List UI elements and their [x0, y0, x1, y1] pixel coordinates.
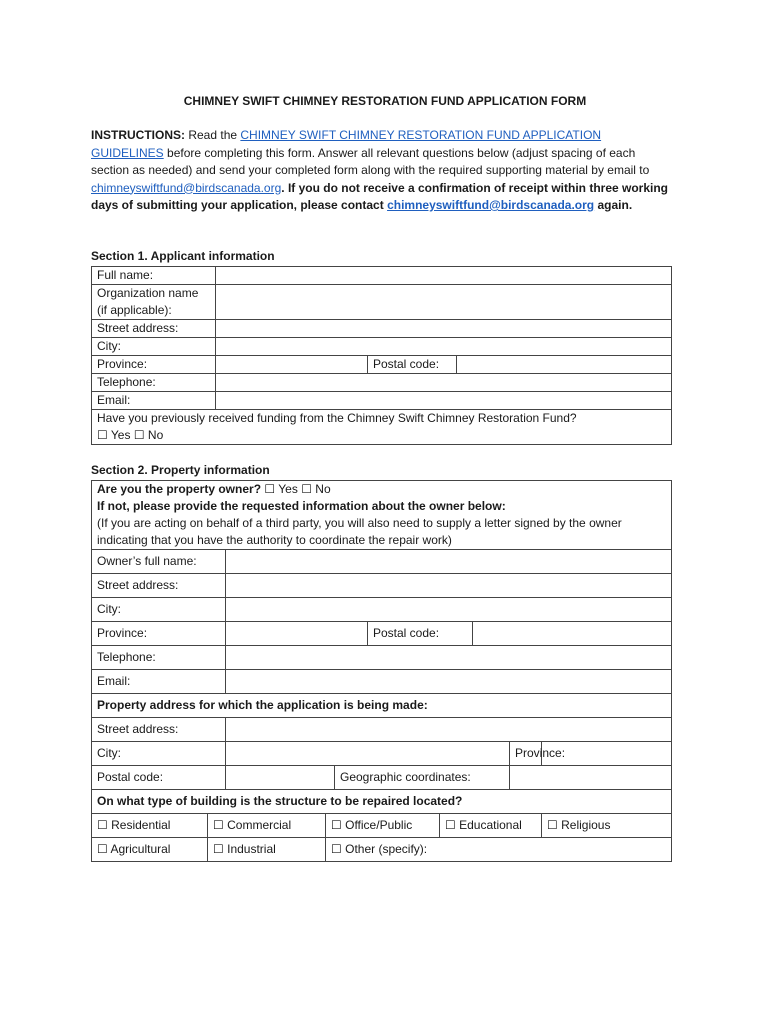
- yes-label: Yes: [110, 428, 131, 442]
- table-row: [92, 766, 672, 790]
- owner-street-label: Street address:: [92, 574, 226, 598]
- building-type-educational[interactable]: ☐ Educational: [440, 814, 542, 838]
- property-address-heading: Property address for which the application is being made:: [92, 694, 672, 718]
- property-postal-field[interactable]: [226, 766, 335, 790]
- form-title: CHIMNEY SWIFT CHIMNEY RESTORATION FUND APPLICATION FORM: [183, 94, 587, 108]
- owner-province-label: Province:: [92, 622, 226, 646]
- property-table: [91, 480, 672, 862]
- table-row: [92, 670, 672, 694]
- table-row: [92, 285, 672, 320]
- property-province-label: Province:: [510, 742, 542, 766]
- city-label: City:: [92, 338, 216, 356]
- property-street-field[interactable]: [226, 718, 672, 742]
- owner-no-label: No: [315, 482, 331, 496]
- no-label: No: [147, 428, 164, 442]
- building-type-question: On what type of building is the structure to be repaired located?: [92, 790, 672, 814]
- instructions-text-1: Read the: [185, 128, 241, 142]
- geographic-coordinates-field[interactable]: [510, 766, 672, 790]
- owner-postal-field[interactable]: [473, 622, 672, 646]
- table-row: [92, 598, 672, 622]
- guidelines-link[interactable]: CHIMNEY SWIFT CHIMNEY RESTORATION FUND APPLICATION GUIDELINES: [91, 128, 602, 160]
- owner-city-label: City:: [92, 598, 226, 622]
- table-row: [92, 646, 672, 670]
- property-street-label: Street address:: [92, 718, 226, 742]
- building-type-commercial[interactable]: ☐ Commercial: [208, 814, 326, 838]
- table-row: [92, 392, 672, 410]
- instructions-text-2: before completing this form. Answer all relevant questions below (adjust spacing of each section as needed) and send your completed form along with the required supporting material by email to: [91, 145, 650, 177]
- owner-email-label: Email:: [92, 670, 226, 694]
- full-name-label: Full name:: [92, 267, 216, 285]
- postal-code-label: Postal code:: [368, 356, 457, 374]
- owner-yes-checkbox[interactable]: ☐: [264, 482, 276, 496]
- instructions-bold-2: again.: [594, 198, 633, 212]
- owner-yes-label: Yes: [278, 482, 298, 496]
- building-type-residential[interactable]: ☐ Residential: [92, 814, 208, 838]
- building-type-religious[interactable]: ☐ Religious: [542, 814, 672, 838]
- building-type-industrial[interactable]: ☐ Industrial: [208, 838, 326, 862]
- owner-question-cell: [92, 481, 672, 550]
- table-row: [92, 550, 672, 574]
- applicant-table: [91, 266, 672, 445]
- section1-heading: Section 1. Applicant information: [91, 249, 275, 263]
- owner-email-field[interactable]: [226, 670, 672, 694]
- instructions-label: INSTRUCTIONS:: [91, 128, 185, 142]
- table-row: [92, 267, 672, 285]
- organization-label: Organization name (if applicable):: [92, 285, 216, 320]
- table-row: [92, 320, 672, 338]
- geographic-coordinates-label: Geographic coordinates:: [335, 766, 510, 790]
- province-label: Province:: [92, 356, 216, 374]
- table-row: [92, 481, 672, 550]
- table-row: [92, 838, 672, 862]
- yes-checkbox[interactable]: ☐: [97, 428, 108, 442]
- building-type-other[interactable]: ☐ Other (specify):: [326, 838, 672, 862]
- property-city-label: City:: [92, 742, 226, 766]
- previous-funding-cell: [92, 410, 672, 445]
- owner-province-field[interactable]: [226, 622, 368, 646]
- owner-postal-label: Postal code:: [368, 622, 473, 646]
- table-row: [92, 356, 672, 374]
- owner-city-field[interactable]: [226, 598, 672, 622]
- owner-no-checkbox[interactable]: ☐: [301, 482, 312, 496]
- table-row: [92, 410, 672, 445]
- property-city-field[interactable]: [226, 742, 510, 766]
- street-label: Street address:: [92, 320, 216, 338]
- telephone-field[interactable]: [216, 374, 672, 392]
- email-link[interactable]: chimneyswiftfund@birdscanada.org: [91, 180, 282, 195]
- postal-code-field[interactable]: [457, 356, 672, 374]
- building-type-office-public[interactable]: ☐ Office/Public: [326, 814, 440, 838]
- instructions-paragraph: [91, 127, 671, 215]
- owner-street-field[interactable]: [226, 574, 672, 598]
- province-field[interactable]: [216, 356, 368, 374]
- table-row: [92, 374, 672, 392]
- owner-question: Are you the property owner?: [97, 482, 262, 496]
- table-row: [92, 814, 672, 838]
- previous-funding-question: Have you previously received funding from the Chimney Swift Chimney Restoration Fund?: [97, 411, 577, 425]
- table-row: [92, 338, 672, 356]
- table-row: [92, 742, 672, 766]
- city-field[interactable]: [216, 338, 672, 356]
- table-row: [92, 694, 672, 718]
- street-field[interactable]: [216, 320, 672, 338]
- owner-name-field[interactable]: [226, 550, 672, 574]
- table-row: [92, 622, 672, 646]
- third-party-note: (If you are acting on behalf of a third party, you will also need to supply a letter signed by the owner indicating that you have the authority to coordinate the repair work): [97, 516, 622, 547]
- no-checkbox[interactable]: ☐: [133, 428, 145, 442]
- table-row: [92, 790, 672, 814]
- owner-telephone-field[interactable]: [226, 646, 672, 670]
- building-type-agricultural[interactable]: ☐ Agricultural: [92, 838, 208, 862]
- if-not-instruction: If not, please provide the requested information about the owner below:: [97, 499, 506, 513]
- email-field[interactable]: [216, 392, 672, 410]
- table-row: [92, 718, 672, 742]
- property-postal-label: Postal code:: [92, 766, 226, 790]
- email-link-2[interactable]: chimneyswiftfund@birdscanada.org: [387, 198, 595, 212]
- owner-name-label: Owner’s full name:: [92, 550, 226, 574]
- instructions-bold-1: . If you do not receive a confirmation of receipt within three working days of submitting your application, please contact: [91, 180, 668, 212]
- owner-telephone-label: Telephone:: [92, 646, 226, 670]
- email-label: Email:: [92, 392, 216, 410]
- table-row: [92, 574, 672, 598]
- telephone-label: Telephone:: [92, 374, 216, 392]
- section2-heading: Section 2. Property information: [91, 463, 270, 477]
- full-name-field[interactable]: [216, 267, 672, 285]
- organization-field[interactable]: [216, 285, 672, 320]
